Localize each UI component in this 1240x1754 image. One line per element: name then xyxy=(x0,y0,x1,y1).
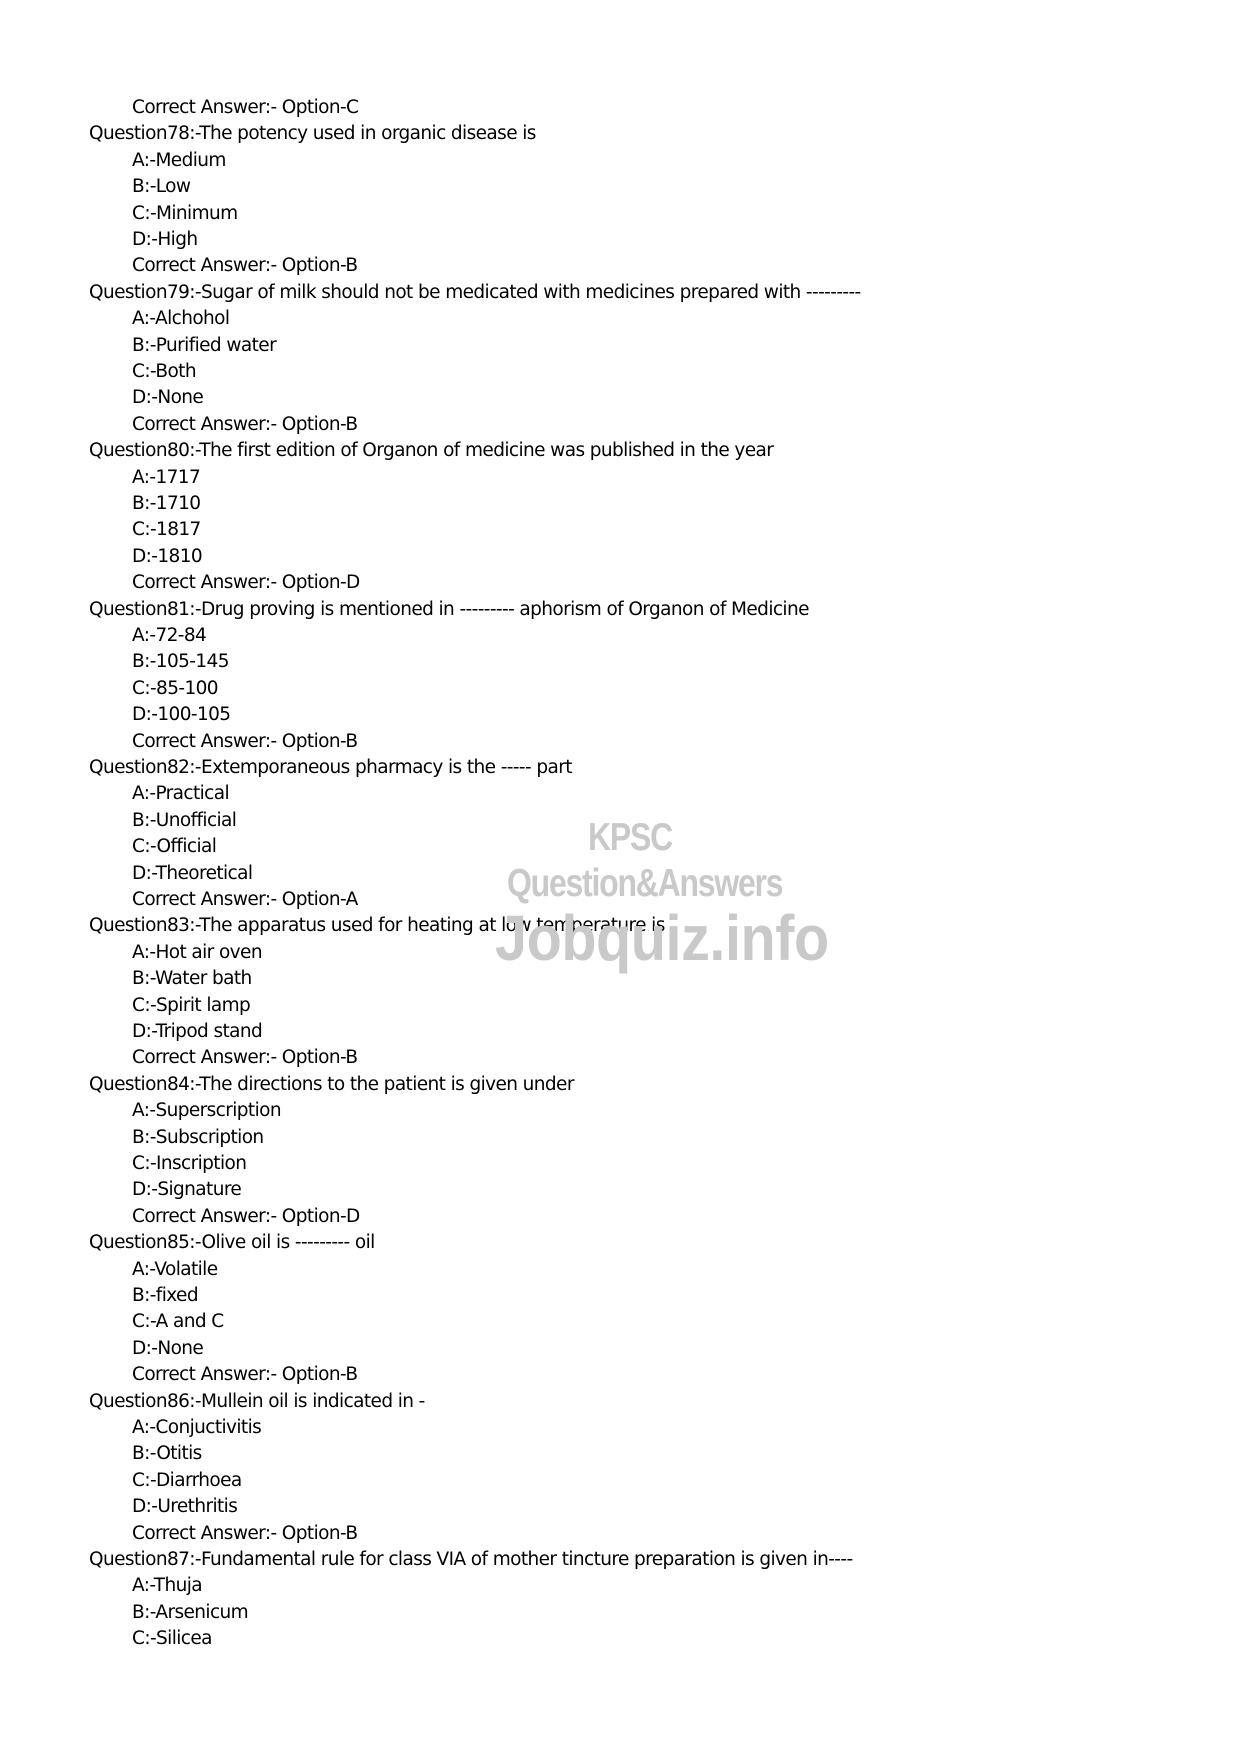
answer-option: D:-Signature xyxy=(132,1179,242,1201)
answer-option: C:-Inscription xyxy=(132,1153,247,1174)
question-text: Question80:-The first edition of Organon of medicine was published in the year xyxy=(89,440,774,462)
question-text: Question86:-Mullein oil is indicated in - xyxy=(89,1390,425,1412)
watermark-line-1: KPSC Question&Answers xyxy=(507,816,783,905)
answer-option: C:-Silicea xyxy=(132,1628,212,1650)
answer-option: A:-Superscription xyxy=(132,1100,281,1122)
answer-option: C:-Both xyxy=(132,361,196,382)
answer-option: C:-Spirit lamp xyxy=(132,994,251,1016)
answer-option: B:-Subscription xyxy=(132,1126,264,1148)
answer-option: C:-Diarrhoea xyxy=(132,1469,242,1491)
answer-option: D:-Urethritis xyxy=(132,1496,238,1518)
answer-option: D:-100-105 xyxy=(132,704,231,726)
question-text: Question78:-The potency used in organic disease is xyxy=(89,123,536,145)
answer-option: C:-1817 xyxy=(132,519,201,541)
question-text: Question81:-Drug proving is mentioned in --------- aphorism of Organon of Medicine xyxy=(89,598,809,620)
correct-answer: Correct Answer:- Option-B xyxy=(132,1047,358,1069)
correct-answer: Correct Answer:- Option-A xyxy=(132,889,358,910)
question-text: Question82:-Extemporaneous pharmacy is the ----- part xyxy=(89,757,572,778)
answer-option: B:-Water bath xyxy=(132,968,252,990)
answer-option: A:-Conjuctivitis xyxy=(132,1417,262,1438)
answer-option: A:-72-84 xyxy=(132,625,207,646)
correct-answer: Correct Answer:- Option-B xyxy=(132,413,358,435)
answer-option: D:-None xyxy=(132,387,204,409)
correct-answer: Correct Answer:- Option-B xyxy=(132,1364,358,1386)
answer-option: A:-Medium xyxy=(132,149,226,171)
answer-option: C:-A and C xyxy=(132,1311,224,1333)
answer-option: B:-fixed xyxy=(132,1285,198,1306)
answer-option: A:-Thuja xyxy=(132,1575,202,1597)
answer-option: D:-Tripod stand xyxy=(132,1021,263,1042)
correct-answer: Correct Answer:- Option-D xyxy=(132,1205,360,1227)
answer-option: C:-Minimum xyxy=(132,202,238,224)
answer-option: A:-Volatile xyxy=(132,1258,218,1280)
correct-answer: Correct Answer:- Option-B xyxy=(132,1522,358,1544)
question-text: Question79:-Sugar of milk should not be medicated with medicines prepared with --------- xyxy=(89,281,861,303)
correct-answer: Correct Answer:- Option-B xyxy=(132,255,358,277)
answer-option: B:-Purified water xyxy=(132,334,277,356)
watermark-line-2: Jobquiz.info xyxy=(495,902,829,974)
question-text: Question84:-The directions to the patient is given under xyxy=(89,1073,574,1095)
question-text: Question87:-Fundamental rule for class VIA of mother tincture preparation is given in---- xyxy=(89,1549,853,1570)
answer-option: B:-Unofficial xyxy=(132,809,237,831)
answer-option: A:-Practical xyxy=(132,783,230,805)
answer-option: B:-Low xyxy=(132,176,191,198)
answer-option: B:-105-145 xyxy=(132,651,229,673)
answer-option: D:-High xyxy=(132,229,198,250)
answer-option: B:-1710 xyxy=(132,493,201,514)
answer-option: D:-1810 xyxy=(132,545,203,567)
answer-option: C:-85-100 xyxy=(132,677,218,699)
correct-answer: Correct Answer:- Option-C xyxy=(132,97,359,118)
answer-option: C:-Official xyxy=(132,836,217,858)
answer-option: A:-Hot air oven xyxy=(132,941,262,963)
correct-answer: Correct Answer:- Option-D xyxy=(132,572,360,594)
answer-option: D:-None xyxy=(132,1337,204,1359)
answer-option: A:-1717 xyxy=(132,466,201,488)
correct-answer: Correct Answer:- Option-B xyxy=(132,730,358,752)
answer-option: B:-Arsenicum xyxy=(132,1601,249,1623)
question-text: Question85:-Olive oil is --------- oil xyxy=(89,1232,375,1254)
answer-option: D:-Theoretical xyxy=(132,862,253,884)
question-text: Question83:-The apparatus used for heating at low temperature is xyxy=(89,915,665,937)
answer-option: B:-Otitis xyxy=(132,1443,202,1465)
answer-option: A:-Alchohol xyxy=(132,308,230,330)
